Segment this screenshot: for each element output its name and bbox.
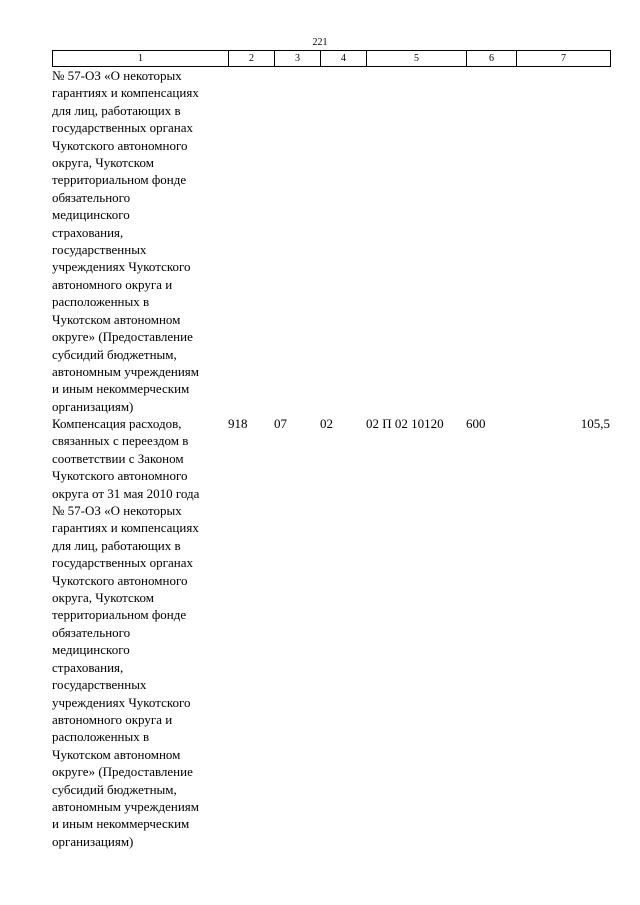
page-number: 221 <box>312 37 328 48</box>
row-2-subsection-code: 02 <box>320 416 333 431</box>
column-header-1: 1 <box>53 51 229 67</box>
column-header-7: 7 <box>517 51 611 67</box>
row-2-section-code: 07 <box>274 416 287 431</box>
row-2-amount: 105,5 <box>580 416 610 431</box>
row-2-ministry-code: 918 <box>228 416 248 431</box>
row-2-target-article: 02 П 02 10120 <box>366 416 444 431</box>
column-header-3: 3 <box>275 51 321 67</box>
column-number-row <box>53 51 611 67</box>
column-header-4: 4 <box>321 51 367 67</box>
column-header-2: 2 <box>229 51 275 67</box>
row-2-description: Компенсация расходов, связанных с переездом в соответствии с Законом Чукотского автономного округа от 31 мая 2010 года № 57-ОЗ «О некоторых гарантиях и компенсациях для лиц, работающих в государственных органах Чукотского автономного округа, Чукотском территориальном фонде обязательного медицинского страхования, государственных учреждениях Чукотского автономного округа и расположенных в Чукотском автономном округе» (Предоставление субсидий бюджетным, автономным учреждениям и иным некоммерческим организациям) <box>52 416 200 849</box>
column-header-table <box>52 50 611 67</box>
row-2-expense-type: 600 <box>466 416 486 431</box>
row-1-description: № 57-ОЗ «О некоторых гарантиях и компенсациях для лиц, работающих в государственных органах Чукотского автономного округа, Чукотском территориальном фонде обязательного медицинского страхования, государственных учреждениях Чукотского автономного округа и расположенных в Чукотском автономном округе» (Предоставление субсидий бюджетным, автономным учреждениям и иным некоммерческим организациям) <box>52 68 199 414</box>
column-header-6: 6 <box>467 51 517 67</box>
column-header-5: 5 <box>367 51 467 67</box>
